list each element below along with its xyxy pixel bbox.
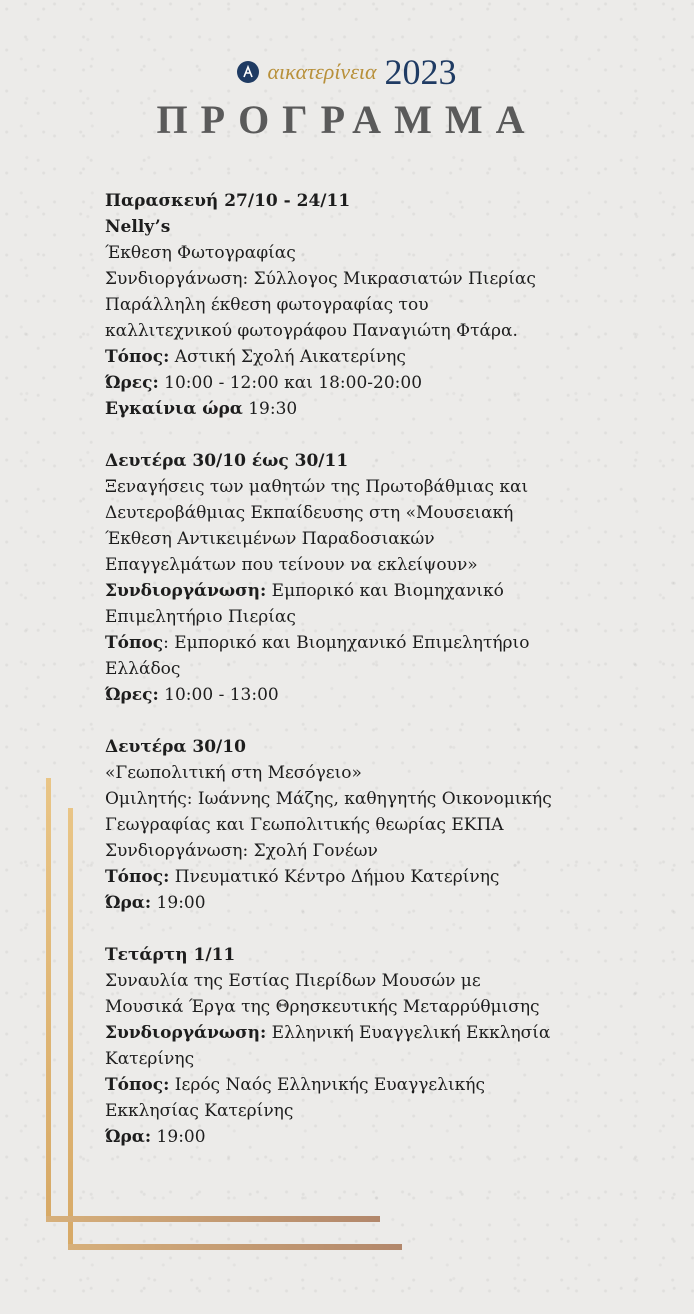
- organizer-value: Εμπορικό και Βιομηχανικό: [266, 581, 504, 601]
- event-place-cont: Εκκλησίας Κατερίνης: [105, 1101, 294, 1121]
- place-value: Ιερός Ναός Ελληνικής Ευαγγελικής: [169, 1075, 486, 1095]
- hours-label: Ώρες:: [105, 373, 159, 393]
- organizer-label: Συνδιοργάνωση:: [105, 581, 267, 601]
- hours-label: Ώρα:: [105, 893, 152, 913]
- bronze-frame-line: [68, 1244, 402, 1250]
- event-text: Γεωγραφίας και Γεωπολιτικής θεωρίας ΕΚΠΑ: [105, 815, 504, 835]
- hours-label: Ώρα:: [105, 1127, 152, 1147]
- event-organizer-cont: Κατερίνης: [105, 1049, 195, 1069]
- event-text: Παράλληλη έκθεση φωτογραφίας του: [105, 295, 429, 315]
- gold-frame-line: [46, 778, 51, 1222]
- event-text: «Γεωπολιτική στη Μεσόγειο»: [105, 763, 362, 783]
- place-value: Πνευματικό Κέντρο Δήμου Κατερίνης: [169, 867, 500, 887]
- event-text: καλλιτεχνικού φωτογράφου Παναγιώτη Φτάρα.: [105, 321, 518, 341]
- event-date: Παρασκευή 27/10 - 24/11: [105, 191, 351, 211]
- event-place: [105, 1072, 665, 1098]
- organizer-value: Ελληνική Ευαγγελική Εκκλησία: [266, 1023, 551, 1043]
- event-text: Έκθεση Φωτογραφίας: [105, 243, 296, 263]
- event-place: [105, 864, 665, 890]
- page-header: [0, 52, 694, 143]
- event-opening: [105, 396, 665, 422]
- place-label: Τόπος: [105, 633, 164, 653]
- event-item: [105, 734, 665, 916]
- event-text: Συνδιοργάνωση: Σχολή Γονέων: [105, 841, 378, 861]
- event-organizer: [105, 1020, 665, 1046]
- hours-label: Ώρες:: [105, 685, 159, 705]
- event-date: Τετάρτη 1/11: [105, 945, 236, 965]
- festival-logo: [0, 52, 694, 92]
- event-text: Μουσικά Έργα της Θρησκευτικής Μεταρρύθμισης: [105, 997, 540, 1017]
- bronze-frame-line: [46, 1216, 380, 1222]
- event-text: Δευτεροβάθμιας Εκπαίδευσης στη «Μουσειακή: [105, 503, 514, 523]
- event-organizer: [105, 578, 665, 604]
- gold-frame-line: [68, 808, 73, 1250]
- opening-value: 19:30: [242, 399, 298, 419]
- logo-year: 2023: [384, 52, 457, 92]
- place-label: Τόπος:: [105, 1075, 170, 1095]
- lyre-icon: [237, 61, 259, 83]
- event-place-cont: Ελλάδος: [105, 659, 181, 679]
- organizer-label: Συνδιοργάνωση:: [105, 1023, 267, 1043]
- hours-value: 19:00: [151, 893, 206, 913]
- event-item: [105, 942, 665, 1150]
- event-hours: [105, 682, 665, 708]
- place-value: : Εμπορικό και Βιομηχανικό Επιμελητήριο: [163, 633, 530, 653]
- page-title: ΠΡΟΓΡΑΜΜΑ: [156, 97, 538, 142]
- event-hours: [105, 1124, 665, 1150]
- event-text: Έκθεση Αντικειμένων Παραδοσιακών: [105, 529, 435, 549]
- event-hours: [105, 890, 665, 916]
- event-place: [105, 344, 665, 370]
- hours-value: 10:00 - 13:00: [158, 685, 279, 705]
- event-item: [105, 188, 665, 422]
- place-value: Αστική Σχολή Αικατερίνης: [169, 347, 406, 367]
- place-label: Τόπος:: [105, 347, 170, 367]
- event-text: Ξεναγήσεις των μαθητών της Πρωτοβάθμιας και: [105, 477, 529, 497]
- event-text: Συναυλία της Εστίας Πιερίδων Μουσών με: [105, 971, 481, 991]
- program-list: [105, 188, 665, 1176]
- event-text: Επαγγελμάτων που τείνουν να εκλείψουν»: [105, 555, 478, 575]
- event-text: Ομιλητής: Ιωάννης Μάζης, καθηγητής Οικονομικής: [105, 789, 552, 809]
- event-text: Συνδιοργάνωση: Σύλλογος Μικρασιατών Πιερίας: [105, 269, 536, 289]
- event-date: Δευτέρα 30/10: [105, 737, 246, 757]
- place-label: Τόπος:: [105, 867, 170, 887]
- event-name: Nelly’s: [105, 217, 171, 237]
- event-date: Δευτέρα 30/10 έως 30/11: [105, 451, 349, 471]
- hours-value: 10:00 - 12:00 και 18:00-20:00: [158, 373, 423, 393]
- hours-value: 19:00: [151, 1127, 206, 1147]
- event-organizer-cont: Επιμελητήριο Πιερίας: [105, 607, 296, 627]
- event-item: [105, 448, 665, 708]
- event-hours: [105, 370, 665, 396]
- event-place: [105, 630, 665, 656]
- logo-wordmark: αικατερίνεια: [267, 59, 377, 84]
- opening-label: Εγκαίνια ώρα: [105, 399, 243, 419]
